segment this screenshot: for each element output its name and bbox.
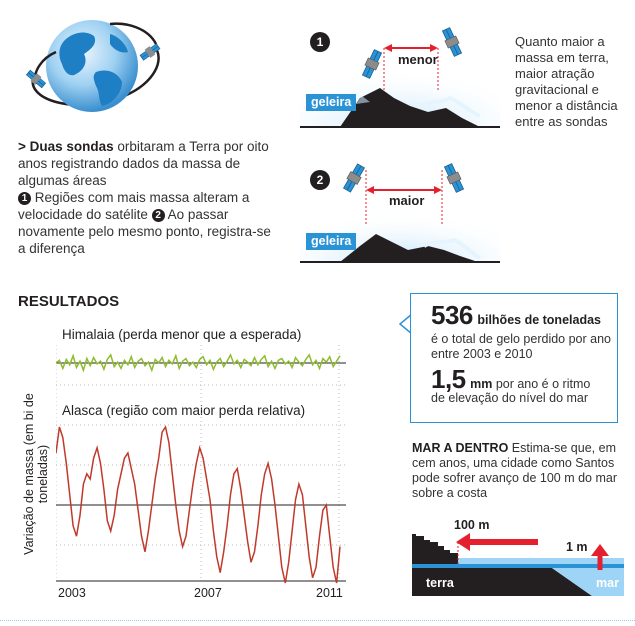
- rise-label: 1 m: [566, 540, 588, 554]
- panel-1-glacier-label: geleira: [306, 94, 356, 111]
- stat-536-value: 536: [431, 300, 473, 330]
- bottom-divider: [0, 620, 635, 621]
- mar-a-dentro-body: Estima-se que, em cem anos, uma cidade como Santos pode sofrer avanço de 100 m do mar sobre a costa: [412, 441, 617, 500]
- results-title: RESULTADOS: [18, 293, 120, 310]
- step2-badge: 2: [152, 209, 165, 222]
- stat-mm-description: de elevação do nível do mar: [431, 391, 589, 405]
- mar-a-dentro-text: [412, 441, 622, 501]
- step1-badge: 1: [18, 192, 31, 205]
- land-label: terra: [426, 576, 454, 590]
- stat-mm-value: 1,5: [431, 364, 466, 394]
- alasca-title: Alasca (região com maior perda relativa): [62, 403, 306, 418]
- panel-1-scene: [300, 24, 500, 134]
- x-tick-2007: 2007: [194, 586, 222, 600]
- step2-text: Ao passar novamente pelo mesmo ponto, registra-se a diferença: [18, 207, 271, 256]
- mar-a-dentro-title: MAR A DENTRO: [412, 441, 509, 455]
- intro-paragraph: [18, 138, 276, 257]
- results-chart: [56, 345, 350, 585]
- panel-1-distance-label: menor: [398, 52, 438, 67]
- stat-mm-unit: mm: [470, 377, 493, 391]
- panel-2-scene: [300, 160, 500, 270]
- info-box: [410, 293, 618, 423]
- globe-illustration: [14, 14, 174, 124]
- chart-gridlines: [56, 345, 346, 581]
- intro-title: > Duas sondas: [18, 139, 114, 154]
- stat-mm-inline: por ano é o ritmo: [492, 377, 591, 391]
- panel-2: [300, 160, 500, 270]
- step1-text: Regiões com mais massa alteram a velocidade do satélite: [18, 190, 250, 222]
- stat-536-description: é o total de gelo perdido por ano entre 2003 e 2010: [431, 332, 611, 361]
- himalaia-title: Himalaia (perda menor que a esperada): [62, 327, 302, 342]
- stat-536-unit: bilhões de toneladas: [477, 313, 601, 327]
- panel-2-distance-label: maior: [389, 193, 425, 208]
- y-axis-label: Variação de massa (em bi de toneladas): [22, 393, 50, 555]
- x-tick-2011: 2011: [316, 586, 343, 600]
- x-tick-2003: 2003: [58, 586, 86, 600]
- sea-label: mar: [596, 576, 619, 590]
- advance-label: 100 m: [454, 518, 490, 532]
- panel-2-badge: 2: [310, 170, 330, 190]
- panel-2-glacier-label: geleira: [306, 233, 356, 250]
- panel-1-badge: 1: [310, 32, 330, 52]
- intro-text: orbitaram a Terra por oito anos registrando dados da massa de algumas áreas: [18, 139, 269, 188]
- panel-1: [300, 24, 500, 134]
- explanation-text: Quanto maior a massa em terra, maior atração gravitacional e menor a distância entre as sondas: [515, 34, 618, 129]
